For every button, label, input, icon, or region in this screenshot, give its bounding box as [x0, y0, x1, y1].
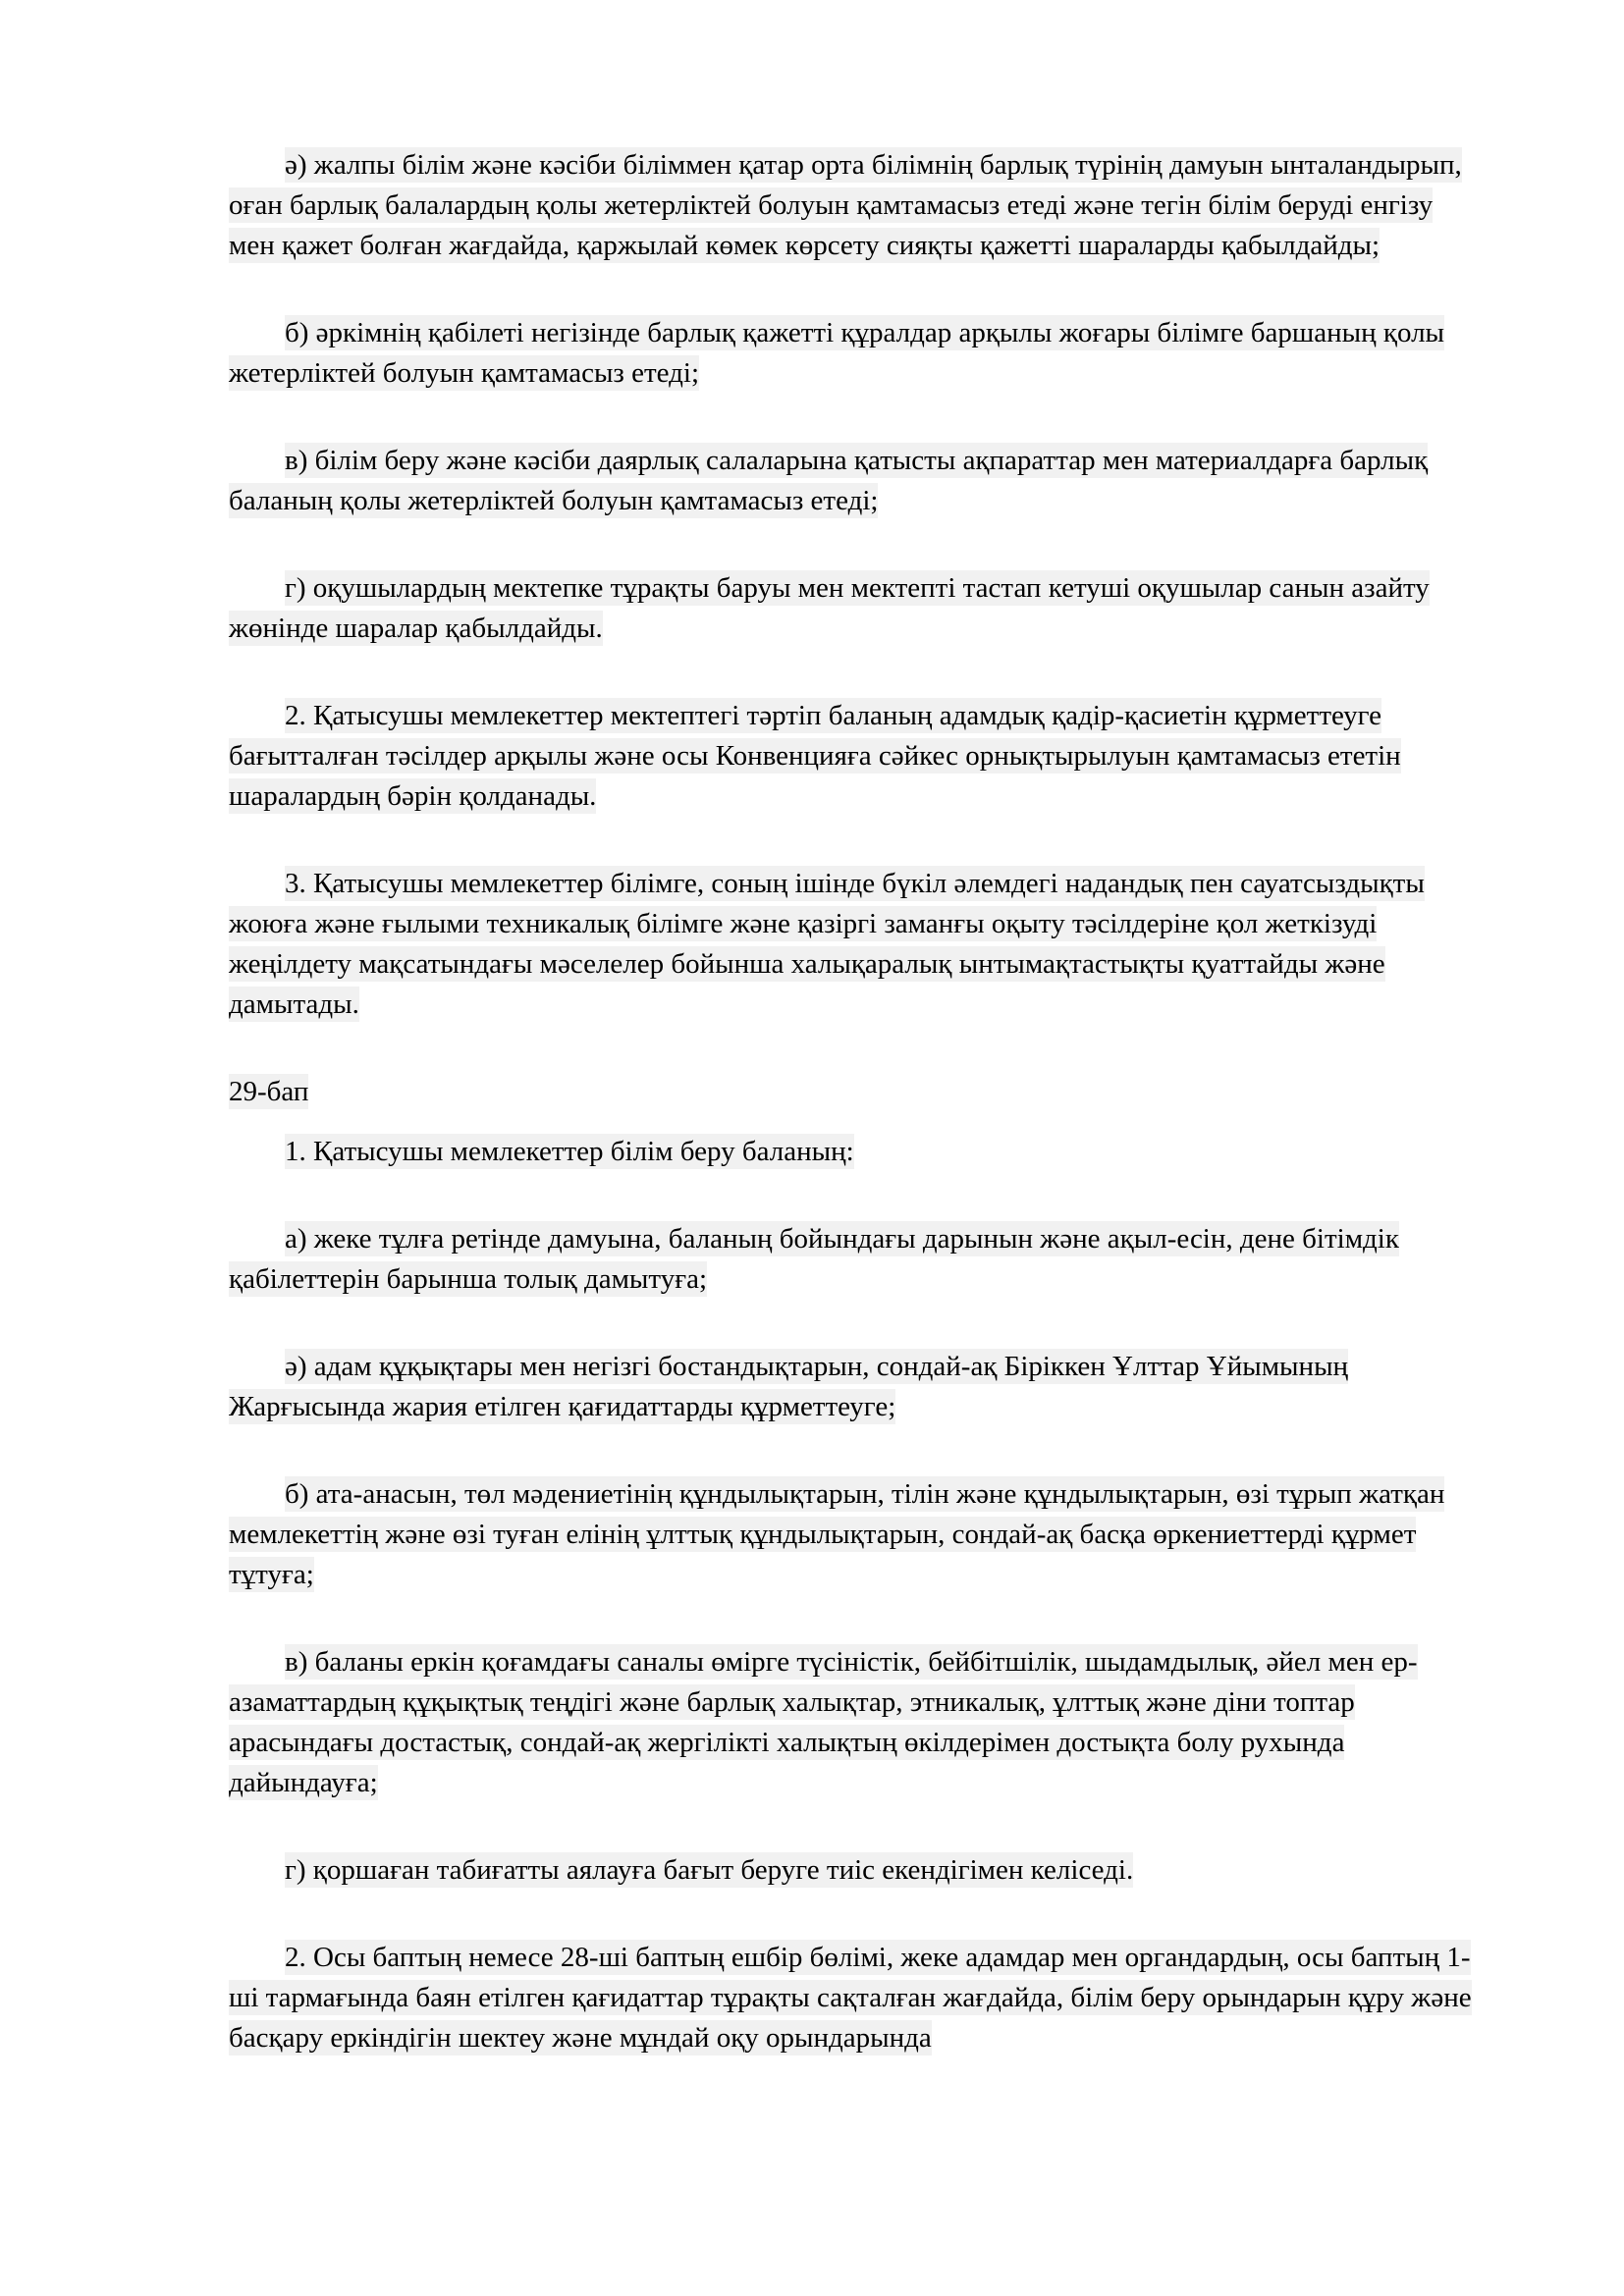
heading-text: 29-бап	[229, 1076, 309, 1107]
paragraph-text: б) ата-анасын, төл мәдениетінің құндылықтарын, тілін және құндылықтарын, өзі тұрып жатқан мемлекеттің және өзі туған елінің ұлттық құндылықтарын, сондай-ақ басқа өркениеттерді құрмет тұтуға;	[229, 1478, 1445, 1590]
p28-item-g	[229, 568, 1475, 649]
p28-item-v	[229, 441, 1475, 521]
p29-item-a2	[229, 1347, 1475, 1427]
p28-item-b	[229, 313, 1475, 394]
p29-item-b	[229, 1474, 1475, 1595]
paragraph-text: в) баланы еркін қоғамдағы саналы өмірге түсіністік, бейбітшілік, шыдамдылық, әйел мен ер-азаматтардың құқықтық теңдігі және барлық халықтар, этникалық, ұлттық және діни топтар арасындағы достастық, сондай-ақ жергілікті халықтың өкілдерімен достықта болу рухында дайындауға;	[229, 1646, 1418, 1798]
paragraph-text: г) оқушылардың мектепке тұрақты баруы мен мектепті тастап кетуші оқушылар санын азайту жөнінде шаралар қабылдайды.	[229, 572, 1430, 644]
paragraph-text: 1. Қатысушы мемлекеттер білім беру баланың:	[285, 1136, 854, 1167]
paragraph-text: б) әркімнің қабілеті негізінде барлық қажетті құралдар арқылы жоғары білімге баршаның қолы жетерліктей болуын қамтамасыз етеді;	[229, 317, 1445, 389]
p29-item-a	[229, 1219, 1475, 1300]
p28-clause-3	[229, 864, 1475, 1025]
article-29-heading	[229, 1072, 1475, 1112]
p29-clause-2	[229, 1938, 1475, 2058]
paragraph-text: а) жеке тұлға ретінде дамуына, баланың бойындағы дарынын және ақыл-есін, дене бітімдік қабілеттерін барынша толық дамытуға;	[229, 1223, 1399, 1295]
paragraph-text: ә) адам құқықтары мен негізгі бостандықтарын, сондай-ақ Біріккен Ұлттар Ұйымының Жарғысында жария етілген қағидаттарды құрметтеуге;	[229, 1351, 1349, 1422]
paragraph-text: 3. Қатысушы мемлекеттер білімге, соның ішінде бүкіл әлемдегі надандық пен сауатсыздықты жоюға және ғылыми техникалық білімге және қазіргі заманғы оқыту тәсілдеріне қол жеткізуді жеңілдету мақсатындағы мәселелер бойынша халықаралық ынтымақтастықты қуаттайды және дамытады.	[229, 868, 1425, 1020]
paragraph-text: в) білім беру және кәсіби даярлық салаларына қатысты ақпараттар мен материалдарға барлық баланың қолы жетерліктей болуын қамтамасыз етеді;	[229, 445, 1429, 516]
p29-item-v	[229, 1642, 1475, 1803]
paragraph-text: 2. Осы баптың немесе 28-ші баптың ешбір бөлімі, жеке адамдар мен органдардың, осы баптың 1-ші тармағында баян етілген қағидаттар тұрақты сақталған жағдайда, білім беру орындарын құру және басқару еркіндігін шектеу және мұндай оқу орындарында	[229, 1942, 1472, 2054]
paragraph-text: г) қоршаған табиғатты аялауға бағыт беруге тиіс екендігімен келіседі.	[285, 1854, 1134, 1886]
p28-clause-2	[229, 696, 1475, 817]
paragraph-text: ә) жалпы білім және кәсіби біліммен қатар орта білімнің барлық түрінің дамуын ынталандырып, оған барлық балалардың қолы жетерліктей болуын қамтамасыз етеді және тегін білім беруді енгізу мен қажет болған жағдайда, қаржылай көмек көрсету сияқты қажетті шараларды қабылдайды;	[229, 149, 1462, 261]
p29-item-g	[229, 1850, 1475, 1891]
p29-clause-1	[229, 1132, 1475, 1172]
paragraph-text: 2. Қатысушы мемлекеттер мектептегі тәртіп баланың адамдық қадір-қасиетін құрметтеуге бағытталған тәсілдер арқылы және осы Конвенцияға сәйкес орнықтырылуын қамтамасыз ететін шаралардың бәрін қолданады.	[229, 700, 1401, 812]
p28-item-a2	[229, 145, 1475, 266]
